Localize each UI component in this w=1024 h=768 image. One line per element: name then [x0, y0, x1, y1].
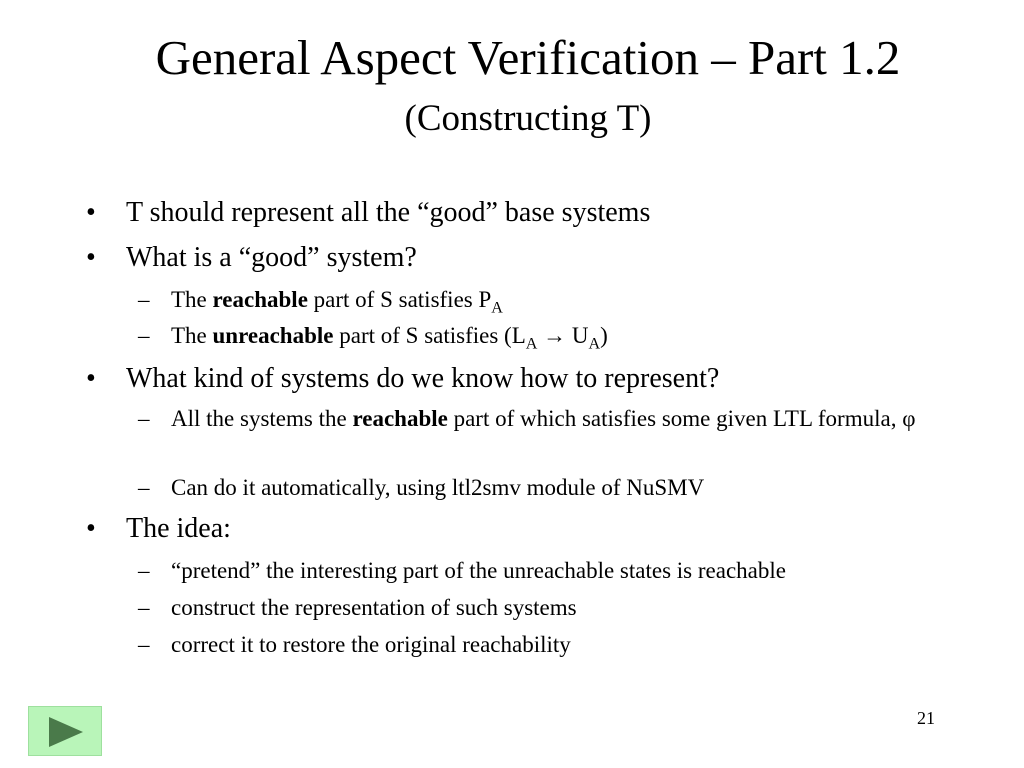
sub-bullet-text: construct the representation of such systems [171, 595, 577, 620]
dash-marker: – [138, 287, 150, 312]
slide-subtitle: (Constructing T) [404, 98, 652, 139]
sub-bullet-item [138, 320, 608, 353]
sub-bullet-item [138, 403, 931, 435]
bullet-marker: • [86, 363, 96, 394]
bullet-text: T should represent all the “good” base systems [126, 197, 651, 228]
page-number: 21 [917, 708, 935, 728]
sub-bullet-text: The unreachable part of S satisfies $(L_A \to U_A)$ [171, 323, 608, 353]
sub-bullet-item [138, 629, 571, 661]
sub-bullet-text: “pretend” the interesting part of the unreachable states is reachable [171, 558, 786, 583]
sub-bullet-text: correct it to restore the original reachability [171, 632, 571, 657]
bullet-item [86, 241, 417, 275]
sub-bullet-item [138, 472, 705, 504]
play-forward-icon [47, 716, 85, 748]
dash-marker: – [138, 558, 150, 583]
dash-marker: – [138, 475, 150, 500]
sub-bullet-text: The reachable part of S satisfies $P_A$ [171, 287, 503, 317]
dash-marker: – [138, 323, 150, 348]
bullet-item [86, 512, 231, 546]
slide-title: General Aspect Verification – Part 1.2 [155, 30, 901, 85]
bullet-marker: • [86, 513, 96, 544]
bullet-text: The idea: [126, 513, 231, 544]
sub-bullet-text: Can do it automatically, using ltl2smv module of NuSMV [171, 475, 705, 500]
sub-bullet-item [138, 555, 786, 587]
bullet-item [86, 196, 651, 230]
sub-bullet-item [138, 284, 503, 317]
bullet-text: What kind of systems do we know how to represent? [126, 363, 720, 394]
bullet-marker: • [86, 197, 96, 228]
dash-marker: – [138, 595, 150, 620]
dash-marker: – [138, 406, 150, 431]
bullet-item [86, 362, 720, 396]
next-slide-button[interactable] [28, 706, 102, 756]
bullet-marker: • [86, 242, 96, 273]
bullet-text: What is a “good” system? [126, 242, 417, 273]
dash-marker: – [138, 632, 150, 657]
sub-bullet-text: All the systems the reachable part of which satisfies some given LTL formula, φ [171, 406, 916, 431]
sub-bullet-item [138, 592, 577, 624]
